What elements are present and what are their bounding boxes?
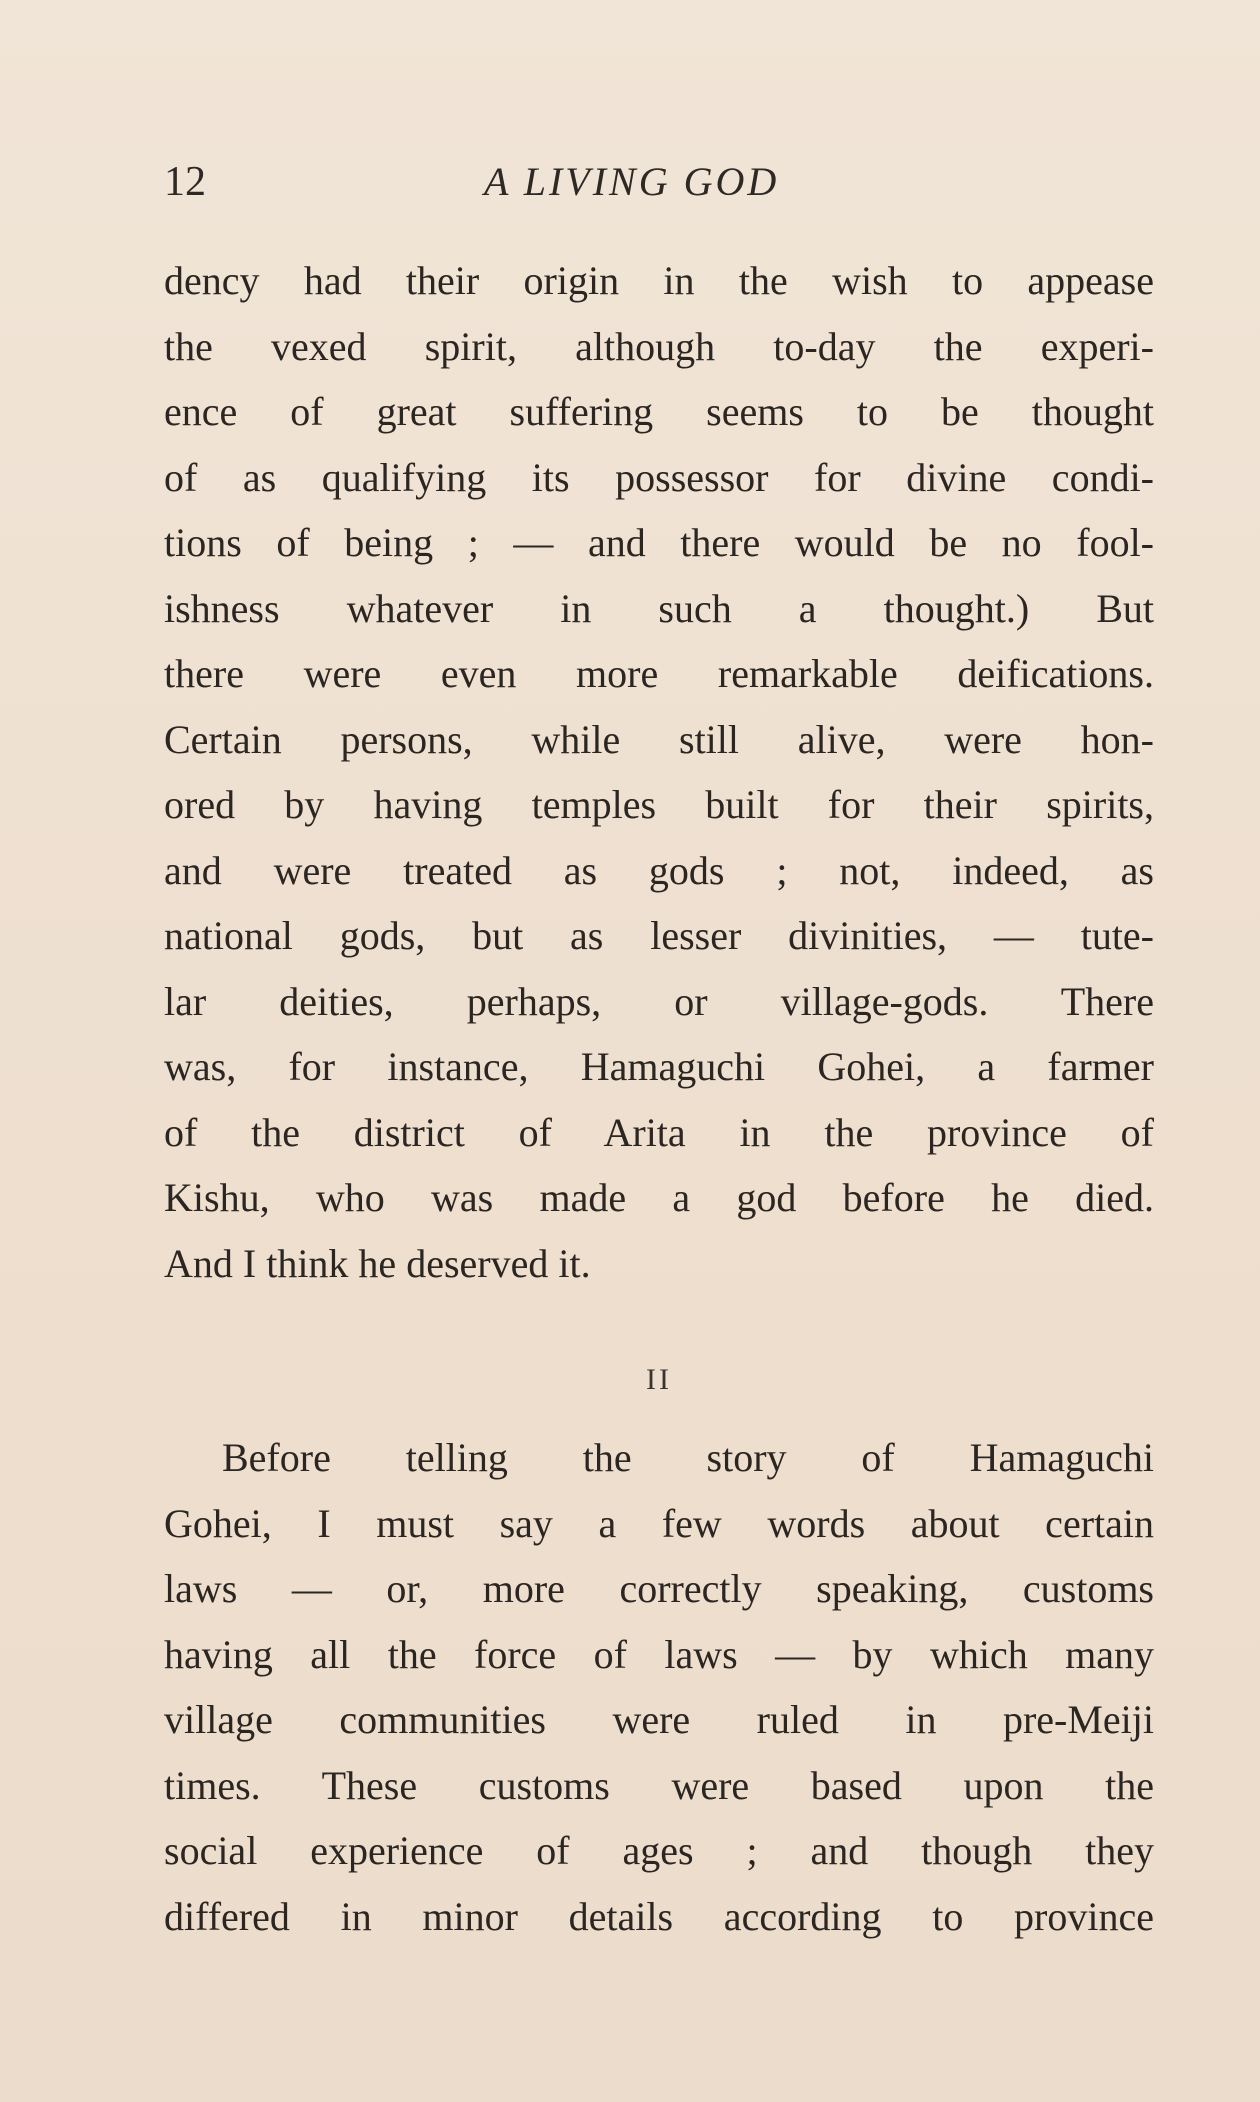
section-heading: II: [646, 1363, 672, 1396]
text-line: Gohei, I must say a few words about certain: [164, 1500, 1154, 1546]
text-line: dency had their origin in the wish to appease: [164, 258, 1154, 303]
text-line: tions of being ; — and there would be no fool-: [164, 520, 1154, 565]
text-line: ence of great suffering seems to be thought: [164, 389, 1154, 434]
text-line: Kishu, who was made a god before he died.: [164, 1175, 1154, 1220]
text-line: times. These customs were based upon the: [164, 1762, 1154, 1808]
text-line: Before telling the story of Hamaguchi: [222, 1435, 1154, 1480]
text-line: village communities were ruled in pre-Meiji: [164, 1697, 1154, 1742]
text-line: and were treated as gods ; not, indeed, as: [164, 847, 1154, 893]
text-line: the vexed spirit, although to-day the experi-: [164, 323, 1154, 369]
text-line: of the district of Arita in the province of: [164, 1109, 1154, 1155]
text-line: Certain persons, while still alive, were hon-: [164, 716, 1154, 762]
text-line: social experience of ages ; and though they: [164, 1828, 1154, 1873]
page-number: 12: [164, 159, 206, 205]
text-line: laws — or, more correctly speaking, customs: [164, 1566, 1154, 1611]
text-line: ored by having temples built for their spirits,: [164, 782, 1154, 827]
text-line: there were even more remarkable deifications.: [164, 651, 1154, 696]
text-line: ishness whatever in such a thought.) But: [164, 585, 1154, 631]
text-line: was, for instance, Hamaguchi Gohei, a farmer: [164, 1044, 1154, 1089]
text-line: having all the force of laws — by which many: [164, 1631, 1154, 1677]
page-header: [164, 152, 1154, 212]
text-line: differed in minor details according to province: [164, 1893, 1154, 1939]
paragraph-2: [164, 1425, 1154, 1949]
text-line: national gods, but as lesser divinities, — tute-: [164, 913, 1154, 958]
paragraph-1: [164, 248, 1154, 1296]
text-line: And I think he deserved it.: [164, 1240, 591, 1286]
text-line: of as qualifying its possessor for divine condi-: [164, 454, 1154, 500]
running-title: A LIVING GOD: [484, 159, 780, 204]
text-line: lar deities, perhaps, or village-gods. There: [164, 978, 1154, 1024]
